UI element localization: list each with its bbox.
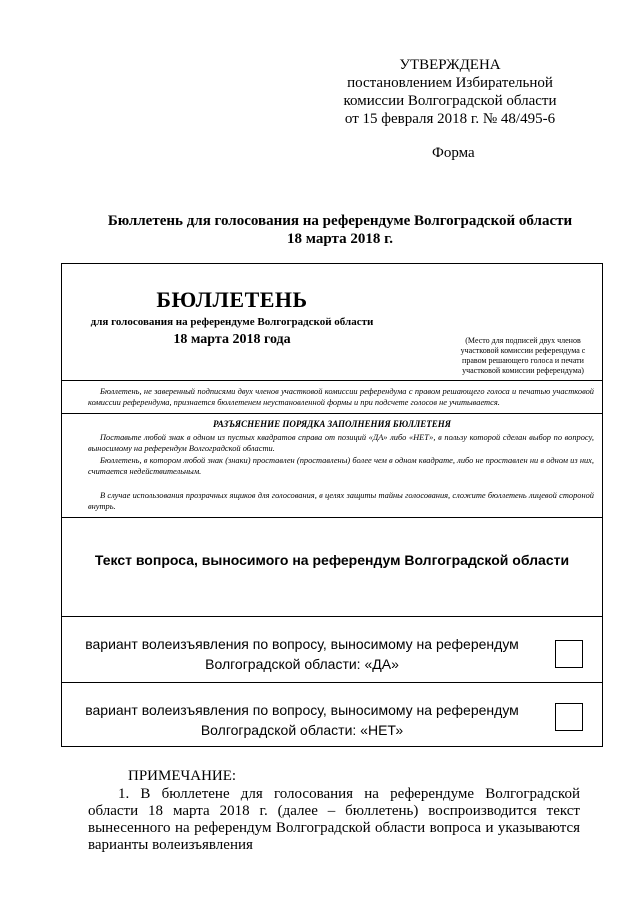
ballot-header: [90, 287, 374, 349]
box-note: В случае использования прозрачных ящиков для голосования, в целях защиты тайны голосования, сложите бюллетень лицевой стороной внутрь.: [88, 491, 594, 511]
document-title-line-2: 18 марта 2018 г.: [287, 231, 393, 247]
validity-note: Бюллетень, не заверенный подписями двух членов участковой комиссии референдума с правом решающего голоса и печатью участковой комиссии референдума, признается бюллетенем неустановленной формы и при подсчете голосов не учитывается.: [88, 387, 594, 407]
divider: [62, 380, 602, 381]
form-label: Форма: [432, 145, 475, 161]
option-yes-line-1: вариант волеизъявления по вопросу, выносимому на референдум: [85, 636, 519, 652]
document-title-line-1: Бюллетень для голосования на референдуме Волгоградской области: [107, 213, 573, 229]
no-checkbox[interactable]: [555, 703, 583, 731]
rules-title: РАЗЪЯСНЕНИЕ ПОРЯДКА ЗАПОЛНЕНИЯ БЮЛЛЕТЕНЯ: [213, 419, 451, 429]
option-yes-label: [62, 634, 542, 674]
approval-line-1: УТВЕРЖДЕНА: [399, 57, 501, 73]
signature-place-line-4: участковой комиссии референдума): [462, 366, 584, 375]
approval-stamp: [330, 56, 570, 128]
approval-line-3: комиссии Волгоградской области: [343, 93, 557, 109]
divider: [62, 616, 602, 617]
divider: [62, 682, 602, 683]
rule-invalid: Бюллетень, в котором любой знак (знаки) проставлен (проставлены) более чем в одном квадрате, либо не проставлен ни в одном из них, считается недействительным.: [88, 456, 594, 476]
approval-line-2: постановлением Избирательной: [347, 75, 553, 91]
option-no-line-1: вариант волеизъявления по вопросу, выносимому на референдум: [85, 702, 519, 718]
signature-place-line-1: (Место для подписей двух членов: [465, 336, 581, 345]
ballot-heading: БЮЛЛЕТЕНЬ: [156, 287, 308, 312]
notes-heading: ПРИМЕЧАНИЕ:: [128, 768, 237, 784]
signature-place-line-2: участковой комиссии референдума с: [460, 346, 586, 355]
ballot-subheading: для голосования на референдуме Волгоградской области: [90, 316, 374, 328]
yes-checkbox[interactable]: [555, 640, 583, 668]
option-no-line-2: Волгоградской области: «НЕТ»: [200, 722, 404, 738]
option-yes-line-2: Волгоградской области: «ДА»: [205, 656, 399, 672]
approval-line-4: от 15 февраля 2018 г. № 48/495-6: [344, 111, 556, 127]
notes-paragraph: 1. В бюллетене для голосования на референдуме Волгоградской области 18 марта 2018 г. (далее – бюллетень) воспроизводится текст вынесенного на референдум Волгоградской области вопроса и указываются варианты волеизъявления: [88, 786, 580, 853]
option-no-label: [62, 700, 542, 740]
signature-place: [450, 336, 596, 376]
rule-instruction: Поставьте любой знак в одном из пустых квадратов справа от позиций «ДА» либо «НЕТ», в пользу которой сделан выбор по вопросу, выносимому на референдум Волгоградской области.: [88, 433, 594, 453]
signature-place-line-3: правом решающего голоса и печати: [462, 356, 584, 365]
ballot-date: 18 марта 2018 года: [173, 332, 291, 347]
referendum-question: Текст вопроса, выносимого на референдум Волгоградской области: [94, 552, 570, 568]
document-title: [40, 212, 640, 248]
divider: [62, 413, 602, 414]
divider: [62, 517, 602, 518]
